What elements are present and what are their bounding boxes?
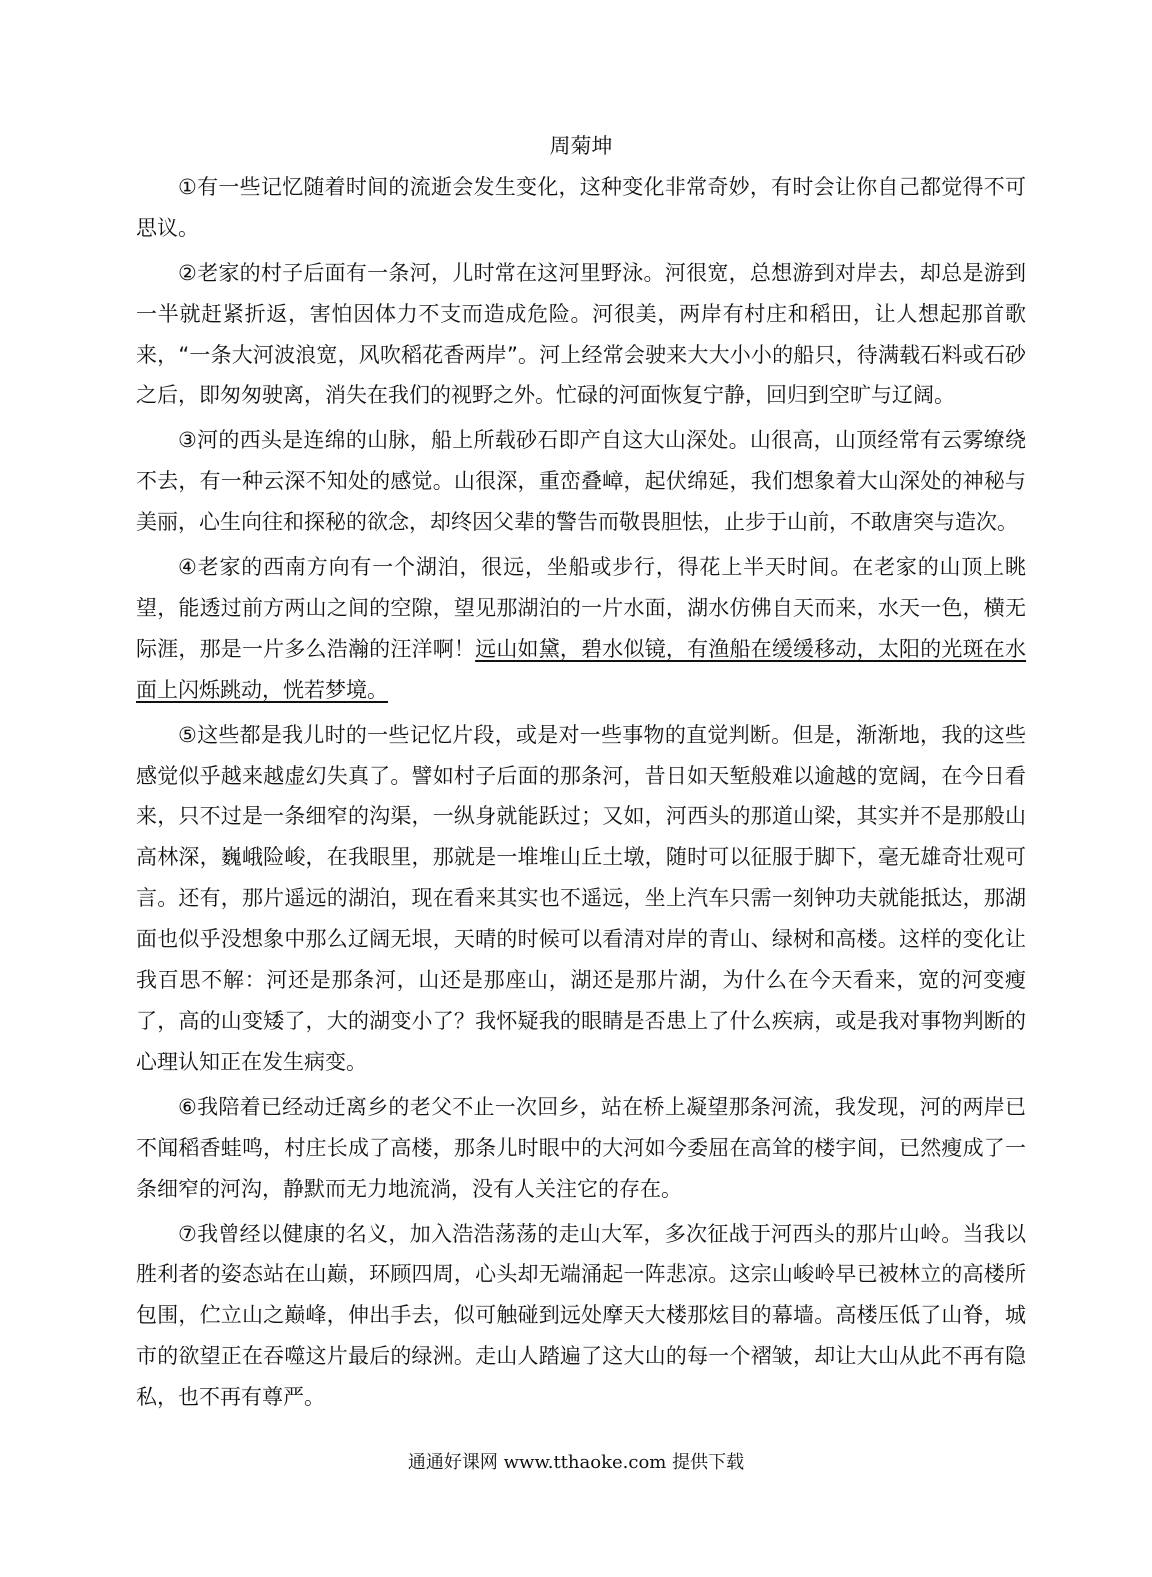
article-body [136, 126, 1026, 1422]
paragraph-text: ①有一些记忆随着时间的流逝会发生变化，这种变化非常奇妙，有时会让你自己都觉得不可思议。 [136, 174, 1026, 240]
paragraph-text: ②老家的村子后面有一条河，儿时常在这河里野泳。河很宽，总想游到对岸去，却总是游到一半就赶紧折返，害怕因体力不支而造成危险。河很美，两岸有村庄和稻田，让人想起那首歌来，“一条大河波浪宽，风吹稻花香两岸”。河上经常会驶来大大小小的船只，待满载石料或石砂之后，即匆匆驶离，消失在我们的视野之外。忙碌的河面恢复宁静，回归到空旷与辽阔。 [136, 260, 1026, 408]
paragraph-1 [136, 167, 1026, 249]
paragraph-text: ⑥我陪着已经动迁离乡的老父不止一次回乡，站在桥上凝望那条河流，我发现，河的两岸已不闻稻香蛙鸣，村庄长成了高楼，那条儿时眼中的大河如今委屈在高耸的楼宇间，已然瘦成了一条细窄的河沟，静默而无力地流淌，没有人关注它的存在。 [136, 1094, 1026, 1201]
paragraph-text: ⑦我曾经以健康的名义，加入浩浩荡荡的走山大军，多次征战于河西头的那片山岭。当我以胜利者的姿态站在山巅，环顾四周，心头却无端涌起一阵悲凉。这宗山峻岭早已被林立的高楼所包围，伫立山之巅峰，伸出手去，似可触碰到远处摩天大楼那炫目的幕墙。高楼压低了山脊，城市的欲望正在吞噬这片最后的绿洲。走山人踏遍了这大山的每一个褶皱，却让大山从此不再有隐私，也不再有尊严。 [136, 1221, 1026, 1410]
author-name: 周菊坤 [549, 134, 613, 158]
paragraph-text: ③河的西头是连绵的山脉，船上所载砂石即产自这大山深处。山很高，山顶经常有云雾缭绕不去，有一种云深不知处的感觉。山很深，重峦叠嶂，起伏绵延，我们想象着大山深处的神秘与美丽，心生向往和探秘的欲念，却终因父辈的警告而敬畏胆怯，止步于山前，不敢唐突与造次。 [136, 428, 1026, 535]
paragraph-text: ⑤这些都是我儿时的一些记忆片段，或是对一些事物的直觉判断。但是，渐渐地，我的这些感觉似乎越来越虚幻失真了。譬如村子后面的那条河，昔日如天堑般难以逾越的宽阔，在今日看来，只不过是一条细窄的沟渠，一纵身就能跃过；又如，河西头的那道山梁，其实并不是那般山高林深，巍峨险峻，在我眼里，那就是一堆堆山丘土墩，随时可以征服于脚下，毫无雄奇壮观可言。还有，那片遥远的湖泊，现在看来其实也不遥远，坐上汽车只需一刻钟功夫就能抵达，那湖面也似乎没想象中那么辽阔无垠，天晴的时候可以看清对岸的青山、绿树和高楼。这样的变化让我百思不解：河还是那条河，山还是那座山，湖还是那片湖，为什么在今天看来，宽的河变瘦了，高的山变矮了，大的湖变小了？我怀疑我的眼睛是否患上了什么疾病，或是我对事物判断的心理认知正在发生病变。 [136, 722, 1026, 1074]
paragraph-7 [136, 1214, 1026, 1419]
paragraph-5 [136, 715, 1026, 1083]
paragraph-3 [136, 420, 1026, 543]
paragraph-2 [136, 253, 1026, 417]
underlined-sentence: 远山如黛，碧水似镜，有渔船在缓缓移动，太阳的光斑在水面上闪烁跳动，恍若梦境。 [136, 636, 1027, 702]
page-footer: 通通好课网 www.tthaoke.com 提供下载 [407, 1452, 745, 1473]
paragraph-6 [136, 1087, 1026, 1210]
paragraph-4 [136, 547, 1026, 711]
paragraph-text: ④老家的西南方向有一个湖泊，很远，坐船或步行，得花上半天时间。在老家的山顶上眺望，能透过前方两山之间的空隙，望见那湖泊的一片水面，湖水仿佛自天而来，水天一色，横无际涯，那是一片多么浩瀚的汪洋啊！ [136, 555, 1026, 661]
